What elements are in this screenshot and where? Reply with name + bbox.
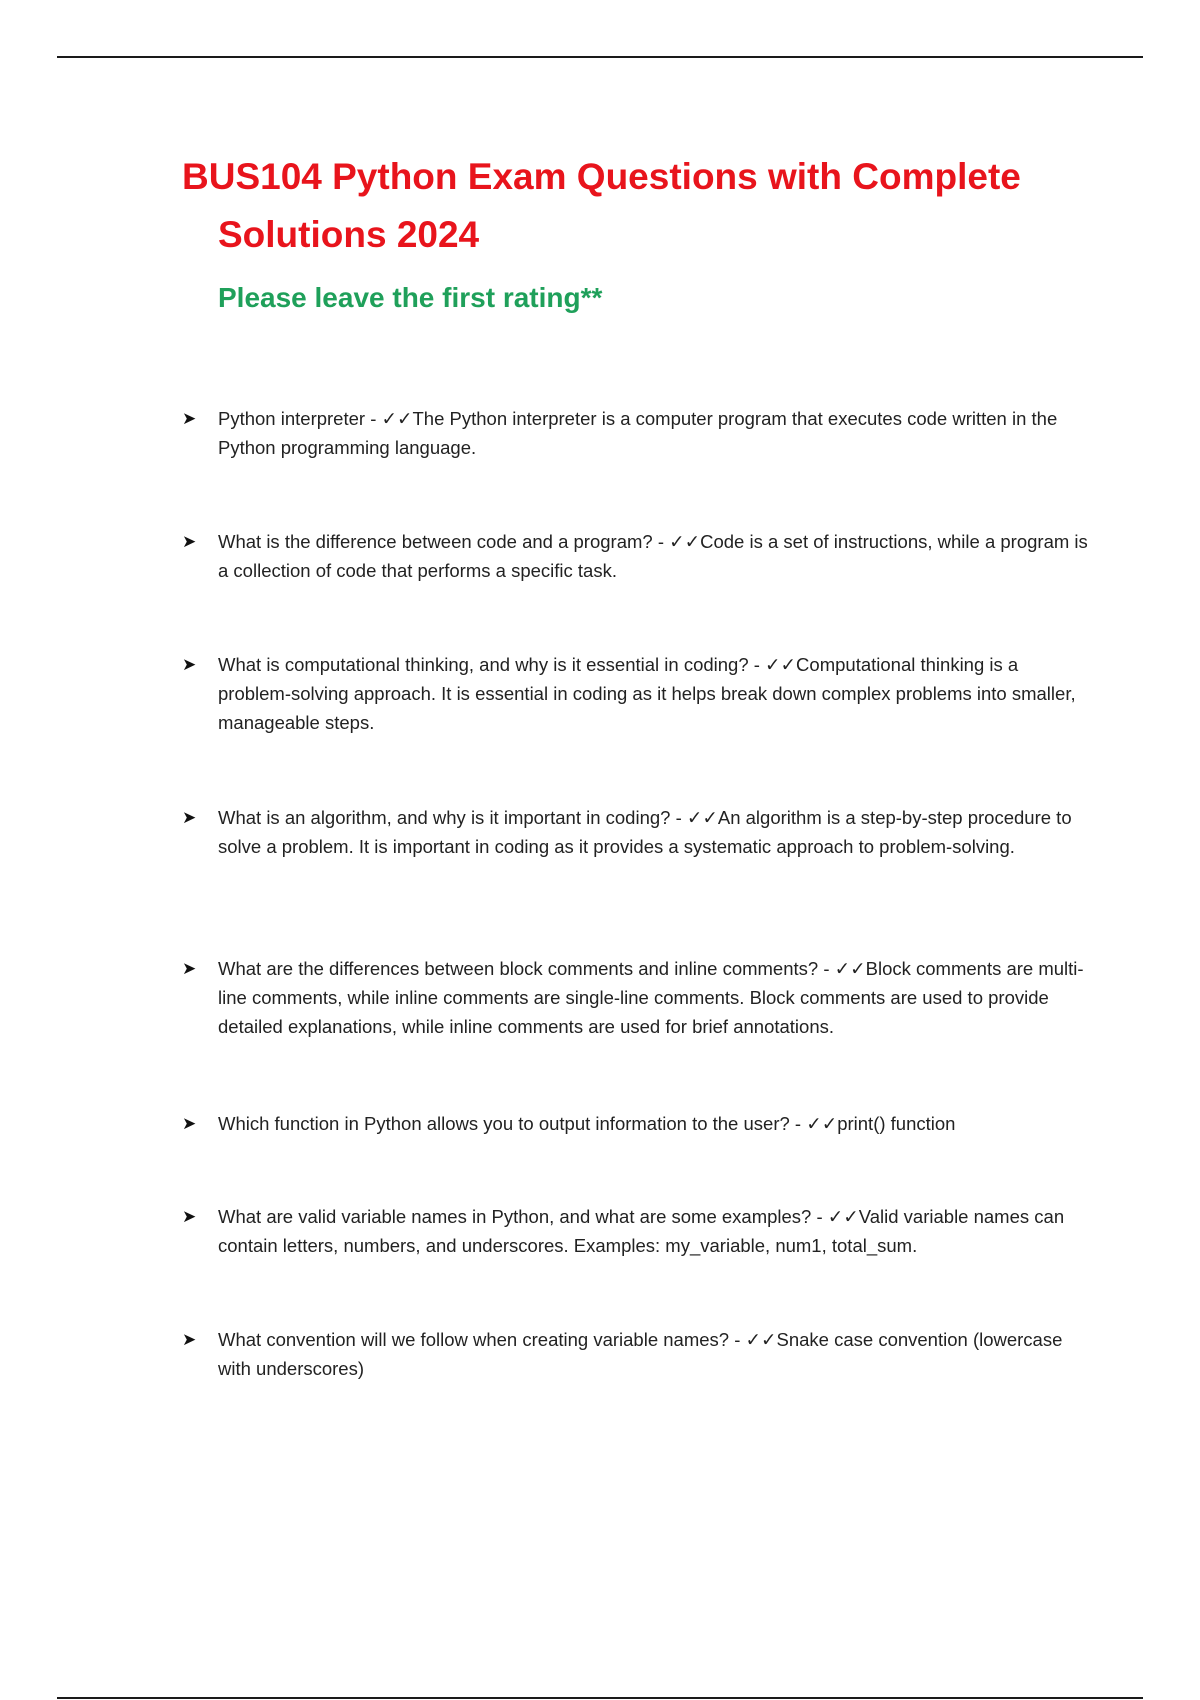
qa-text: What are the differences between block comments and inline comments? - ✓✓Block comments are multi-line comments, while inline comments are single-line comments. Block comments are used to provide detailed explanations, while inline comments are used for brief annotations. [218,958,1084,1037]
footer-rule [57,1697,1143,1699]
arrowhead-bullet-icon: ➤ [182,409,197,428]
document-title [182,148,1082,264]
arrowhead-bullet-icon: ➤ [182,808,197,827]
qa-text: Python interpreter - ✓✓The Python interpreter is a computer program that executes code written in the Python programming language. [218,408,1058,458]
qa-text: What is an algorithm, and why is it important in coding? - ✓✓An algorithm is a step-by-step procedure to solve a problem. It is important in coding as it provides a systematic approach to problem-solving. [218,807,1072,857]
list-item [182,1325,1092,1383]
arrowhead-bullet-icon: ➤ [182,1207,197,1226]
qa-text: Which function in Python allows you to output information to the user? - ✓✓print() function [218,1113,956,1134]
list-item [182,803,1092,861]
title-line-2: Solutions 2024 [218,214,480,255]
arrowhead-bullet-icon: ➤ [182,959,197,978]
title-line-1: BUS104 Python Exam Questions with Complete [182,156,1021,197]
arrowhead-bullet-icon: ➤ [182,532,197,551]
arrowhead-bullet-icon: ➤ [182,1330,197,1349]
qa-text: What convention will we follow when creating variable names? - ✓✓Snake case convention (lowercase with underscores) [218,1329,1063,1379]
list-item [182,1202,1092,1260]
list-item [182,650,1092,737]
list-item [182,1109,1092,1138]
rating-request: Please leave the first rating** [218,282,603,313]
qa-text: What are valid variable names in Python, and what are some examples? - ✓✓Valid variable names can contain letters, numbers, and underscores. Examples: my_variable, num1, total_sum. [218,1206,1065,1256]
qa-text: What is computational thinking, and why is it essential in coding? - ✓✓Computational thinking is a problem-solving approach. It is essential in coding as it helps break down complex problems into smaller, manageable steps. [218,654,1076,733]
arrowhead-bullet-icon: ➤ [182,655,197,674]
arrowhead-bullet-icon: ➤ [182,1114,197,1133]
list-item [182,527,1092,585]
header-rule [57,56,1143,58]
list-item [182,404,1092,462]
list-item [182,954,1092,1041]
qa-text: What is the difference between code and a program? - ✓✓Code is a set of instructions, while a program is a collection of code that performs a specific task. [218,531,1088,581]
